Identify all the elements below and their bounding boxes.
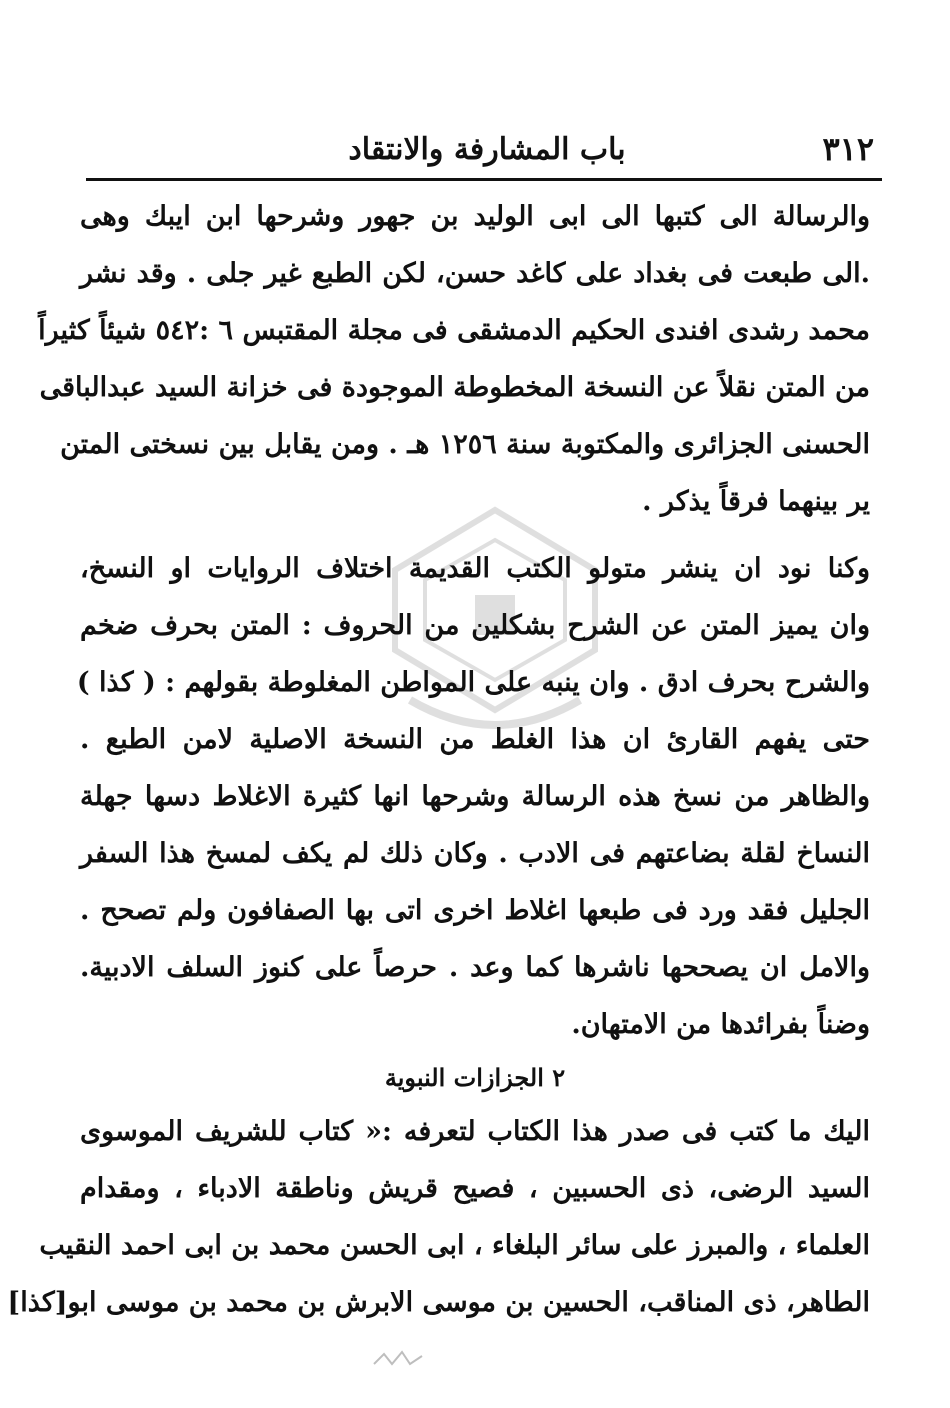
section-heading: ٢ الجزازات النبوية — [384, 1063, 566, 1092]
text-line: السيد الرضى، ذى الحسبين ، فصيح قريش وناطقة الادباء ، ومقدام — [80, 1173, 870, 1204]
text-line: الحسنى الجزائرى والمكتوبة سنة ١٢٥٦ هـ . ومن يقابل بين نسختى المتن — [60, 429, 870, 460]
text-line: الجليل فقد ورد فى طبعها اغلاط اخرى اتى بها الصفافون ولم تصحح . — [80, 895, 870, 926]
text-line: والامل ان يصححها ناشرها كما وعد . حرصاً على كنوز السلف الادبية. — [80, 952, 870, 983]
text-line: والظاهر من نسخ هذه الرسالة وشرحها انها كثيرة الاغلاط دسها جهلة — [80, 781, 870, 812]
text-line: ير بينهما فرقاً يذكر . — [642, 486, 870, 517]
text-line: والشرح بحرف ادق . وان ينبه على المواطن المغلوطة بقولهم : ( كذا ) — [76, 667, 870, 698]
text-line: وان يميز المتن عن الشرح بشكلين من الحروف : المتن بحرف ضخم — [80, 610, 870, 641]
header-rule — [86, 178, 882, 181]
text-line: من المتن نقلاً عن النسخة المخطوطة الموجودة فى خزانة السيد عبدالباقى — [39, 372, 870, 403]
text-line: والرسالة الى كتبها الى ابى الوليد بن جهور وشرحها ابن ايبك وهى — [80, 201, 870, 232]
text-line: .الى طبعت فى بغداد على كاغد حسن، لكن الطبع غير جلى . وقد نشر — [80, 258, 870, 289]
running-title: باب المشارفة والانتقاد — [348, 132, 626, 167]
text-line: وضناً بفرائدها من الامتهان. — [571, 1009, 870, 1040]
text-line: الطاهر، ذى المناقب، الحسين بن موسى الابرش بن محمد بن موسى ابو[كذا] — [7, 1287, 870, 1318]
text-line: وكنا نود ان ينشر متولو الكتب القديمة اختلاف الروايات او النسخ، — [80, 553, 870, 584]
page-number: ٣١٢ — [822, 130, 874, 168]
page-body — [7, 188, 870, 1331]
paragraph-3 — [7, 1103, 870, 1331]
text-line: محمد رشدى افندى الحكيم الدمشقى فى مجلة المقتبس ٦ :٥٤٢ شيئاً كثيراً — [38, 315, 870, 346]
page-header — [92, 128, 882, 174]
paragraph-gap — [80, 530, 870, 540]
text-line: اليك ما كتب فى صدر هذا الكتاب لتعرفه :« كتاب للشريف الموسوى — [80, 1116, 870, 1147]
text-line: العلماء ، والمبرز على سائر البلغاء ، ابى الحسن محمد بن ابى احمد النقيب — [39, 1230, 870, 1261]
footer-ink-mark — [370, 1348, 430, 1370]
paragraph-2 — [76, 540, 870, 1053]
text-line: النساخ لقلة بضاعتهم فى الادب . وكان ذلك لم يكف لمسخ هذا السفر — [80, 838, 870, 869]
text-line: حتى يفهم القارئ ان هذا الغلط من النسخة الاصلية لامن الطبع . — [80, 724, 870, 755]
paragraph-1 — [38, 188, 870, 530]
